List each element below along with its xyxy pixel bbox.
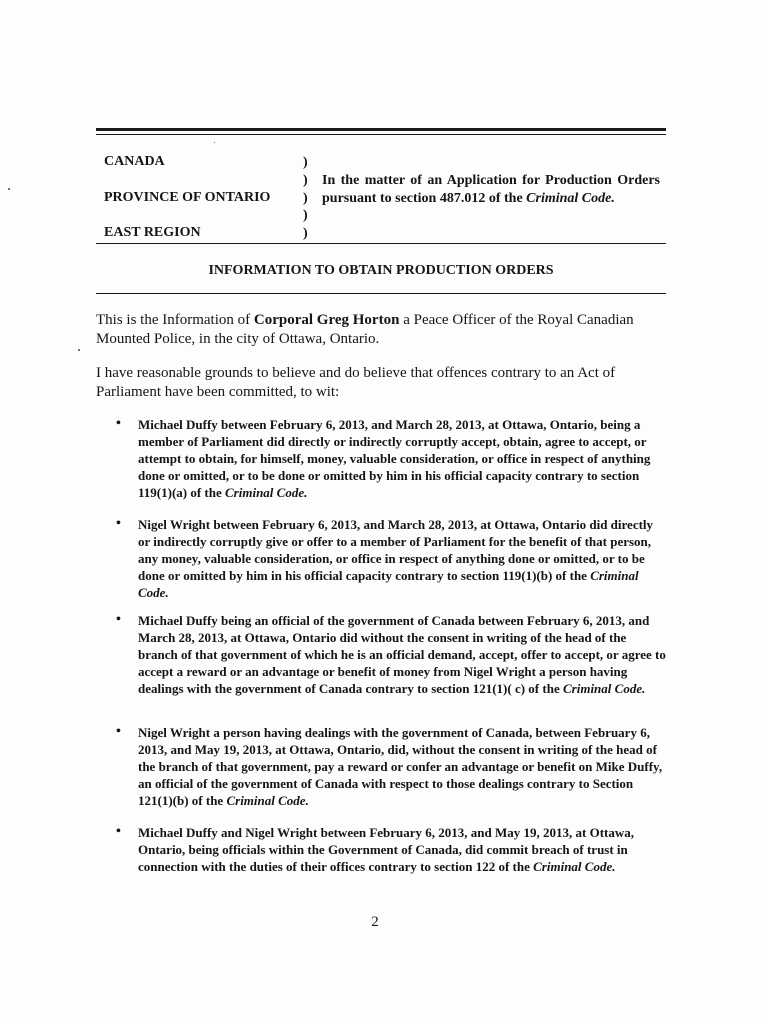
caption-bracket: ) [303,226,308,241]
offence-statute: Criminal Code. [533,859,616,874]
offence-statute: Criminal Code. [138,568,639,600]
page-number: 2 [371,914,379,930]
caption-bracket: ) [303,155,308,170]
scan-speck [78,349,80,351]
offence-text [138,824,668,875]
offence-statute: Criminal Code. [225,485,308,500]
caption-matter-text: In the matter of an Application for Production Orders pursuant to section 487.012 of the [322,173,660,206]
caption-jurisdiction-region: EAST REGION [104,225,201,240]
intro-prefix: This is the Information of [96,312,254,328]
caption-bracket: ) [303,191,308,206]
bullet-icon: • [116,416,121,431]
offence-text [138,724,668,809]
top-rule-thin [96,134,666,135]
caption-rule [96,243,666,244]
scan-speck [214,142,215,143]
caption-bracket: ) [303,173,308,188]
intro-paragraph-grounds: I have reasonable grounds to believe and do believe that offences contrary to an Act of Parliament have been committed, to wit: [96,365,616,400]
intro-paragraph-informant [96,311,656,349]
offence-description: Michael Duffy and Nigel Wright between February 6, 2013, and May 19, 2013, at Ottawa, Ontario, being officials within the Government of Canada, did commit breach of trust in connection with the duties of their offices contrary to section 122 of the [138,825,635,874]
document-heading: INFORMATION TO OBTAIN PRODUCTION ORDERS [208,263,554,278]
caption-jurisdiction-canada: CANADA [104,154,165,169]
informant-name: Corporal Greg Horton [253,312,400,328]
bullet-icon: • [116,824,121,839]
intro-suffix: a Peace Officer of the Royal Canadian Mounted Police, in the city of Ottawa, Ontario. [96,312,634,347]
offence-text [138,516,668,601]
heading-rule [96,293,666,294]
offence-description: Michael Duffy being an official of the government of Canada between February 6, 2013, and March 28, 2013, at Ottawa, Ontario did without the consent in writing of the head of the branch of that government of which he is an official demand, accept, offer to accept, or agree to accept a reward or an advantage or benefit of money from Nigel Wright a person having dealings with the government of Canada contrary to section 121(1)( c) of the [138,613,666,696]
top-rule-thick [96,128,666,131]
bullet-icon: • [116,612,121,627]
scan-speck [8,188,10,190]
offence-description: Nigel Wright a person having dealings with the government of Canada, between February 6, 2013, and May 19, 2013, at Ottawa, Ontario, did, without the consent in writing of the head of the branch of that government, pay a reward or confer an advantage or benefit on Mike Duffy, an official of the government of Canada with respect to those dealings contrary to Section 121(1)(b) of the [138,725,663,808]
offence-description: Michael Duffy between February 6, 2013, and March 28, 2013, at Ottawa, Ontario, being a member of Parliament did directly or indirectly corruptly accept, obtain, agree to accept, or attempt to obtain, for himself, money, valuable consideration, or office in respect of anything done or omitted, or to be done or omitted by him in his official capacity contrary to section 119(1)(a) of the [138,417,651,500]
offence-text [138,612,668,697]
offence-statute: Criminal Code. [226,793,309,808]
bullet-icon: • [116,724,121,739]
bullet-icon: • [116,516,121,531]
offence-text [138,416,668,501]
offence-description: Nigel Wright between February 6, 2013, and March 28, 2013, at Ottawa, Ontario did directly or indirectly corruptly give or offer to a member of Parliament for the benefit of that person, any money, valuable consideration, or office in respect of anything done or omitted, or to be done or omitted by him in his official capacity contrary to section 119(1)(b) of the [138,517,654,583]
caption-bracket: ) [303,208,308,223]
offence-statute: Criminal Code. [562,681,646,696]
caption-matter-statement [322,172,660,208]
caption-jurisdiction-province: PROVINCE OF ONTARIO [104,190,271,205]
caption-matter-italic: Criminal Code. [526,190,615,206]
